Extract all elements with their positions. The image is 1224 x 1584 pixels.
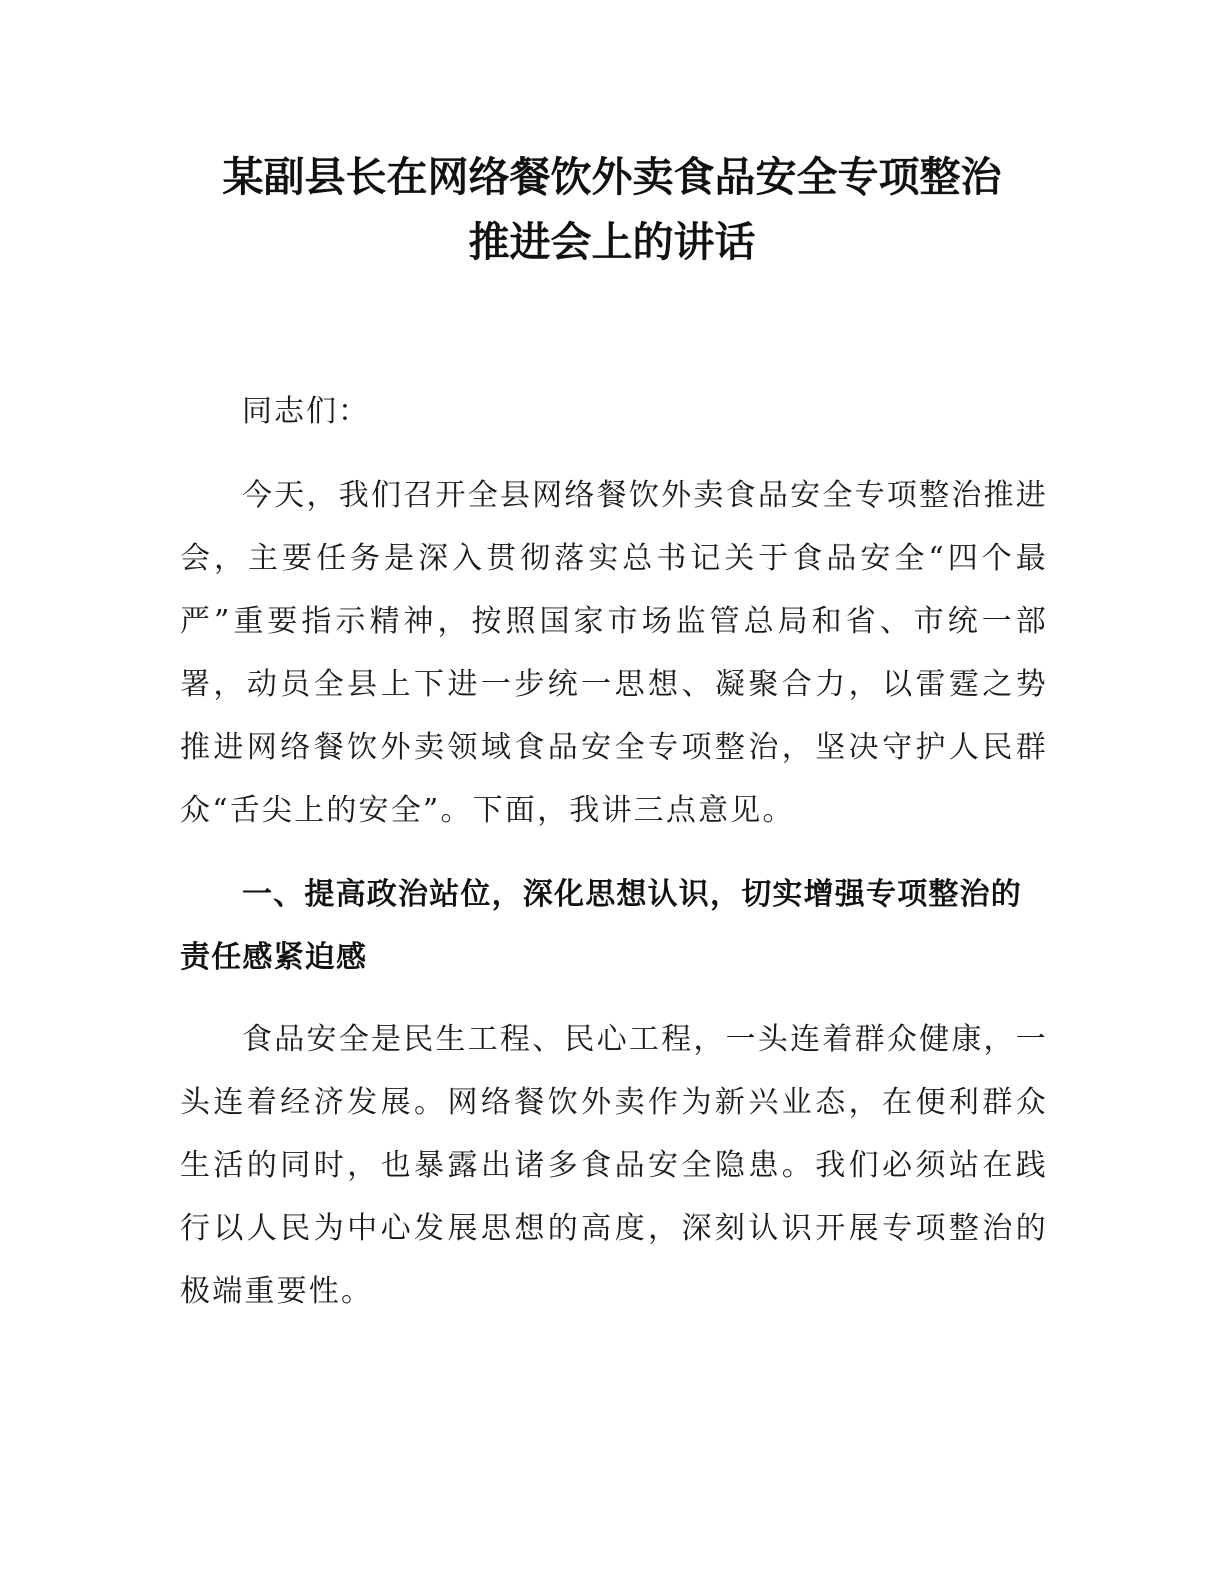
paragraph-intro: 今天，我们召开全县网络餐饮外卖食品安全专项整治推进会，主要任务是深入贯彻落实总书记关于食品安全“四个最严”重要指示精神，按照国家市场监管总局和省、市统一部署，动员全县上下进一步统一思想、凝聚合力，以雷霆之势推进网络餐饮外卖领域食品安全专项整治，坚决守护人民群众“舌尖上的安全”。下面，我讲三点意见。 [180,478,1048,828]
greeting: 同志们： [242,394,370,429]
section-heading-1: 一、提高政治站位，深化思想认识，切实增强专项整治的责任感紧迫感 [180,877,1022,975]
paragraph-section1: 食品安全是民生工程、民心工程，一头连着群众健康，一头连着经济发展。网络餐饮外卖作为新兴业态，在便利群众生活的同时，也暴露出诸多食品安全隐患。我们必须站在践行以人民为中心发展思想的高度，深刻认识开展专项整治的极端重要性。 [180,1022,1048,1309]
document-title-line-2: 推进会上的讲话 [468,218,756,266]
document-title-line-1: 某副县长在网络餐饮外卖食品安全专项整治 [222,153,1002,201]
